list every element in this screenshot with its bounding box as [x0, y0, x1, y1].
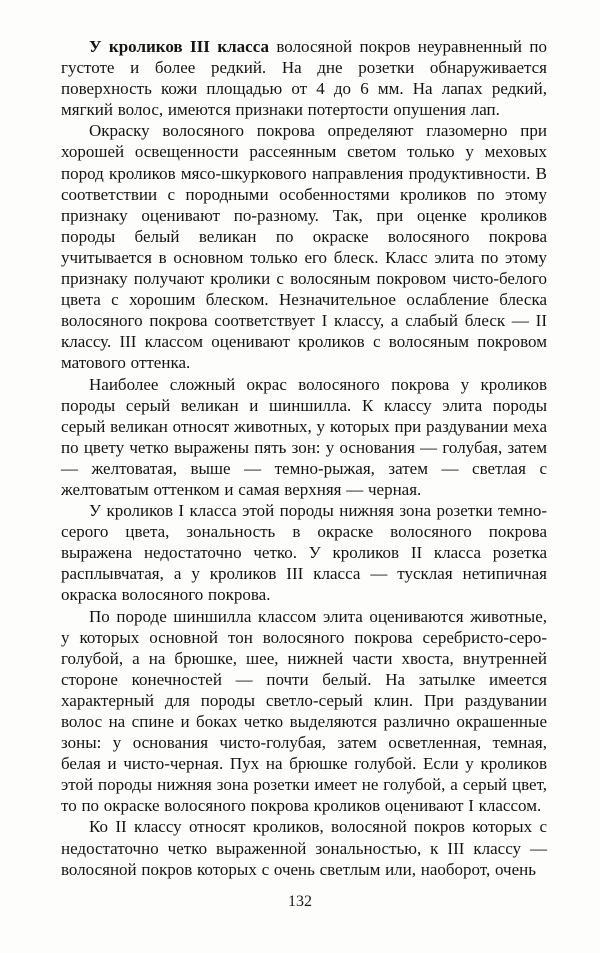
paragraph-2: Окраску волосяного покрова определяют глазомерно при хорошей освещенности рассеянным светом только у меховых пород кроликов мясо-шкуркового направления продуктивности. В соответствии с породными особенностями кроликов по этому признаку оценивают по-разному. Так, при оценке кроликов породы белый великан по окраске волосяного покрова учитывается в основном только его блеск. Класс элита по этому признаку получают кролики с волосяным покровом чисто-белого цвета с хорошим блеском. Незначительное ослабление блеска волосяного покрова соответствует I классу, а слабый блеск — II классу. III классом оценивают кроликов с волосяным покровом матового оттенка. [61, 121, 547, 373]
paragraph-1-text: волосяной покров неуравненный по густоте и более редкий. На дне розетки обнаруживается поверхность кожи площадью от 4 до 6 мм. На лапах редкий, мягкий волос, имеются признаки потертости опушения лап. [61, 37, 547, 120]
paragraph-1-bold-lead: У кроликов III класса [89, 37, 269, 56]
text-block [61, 36, 547, 880]
paragraph-3: Наиболее сложный окрас волосяного покрова у кроликов породы серый великан и шиншилла. К классу элита породы серый великан относят животных, у которых при раздувании меха по цвету четко выражены пять зон: у основания — голубая, затем — желтоватая, выше — темно-рыжая, затем — светлая с желтоватым оттенком и самая верхняя — черная. [61, 374, 547, 499]
paragraph-4: У кроликов I класса этой породы нижняя зона розетки темно-серого цвета, зональность в окраске волосяного покрова выражена недостаточно четко. У кроликов II класса розетка расплывчатая, а у кроликов III класса — тусклая нетипичная окраска волосяного покрова. [61, 501, 547, 605]
paragraph-1 [61, 36, 547, 120]
paragraph-5: По породе шиншилла классом элита оцениваются животные, у которых основной тон волосяного покрова серебристо-серо-голубой, а на брюшке, шее, нижней части хвоста, внутренней стороне конечностей — почти белый. На затылке имеется характерный для породы светло-серый клин. При раздувании волос на спине и боках четко выделяются различно окрашенные зоны: у основания чисто-голубая, затем осветленная, темная, белая и чисто-черная. Пух на брюшке голубой. Если у кроликов этой породы нижняя зона розетки имеет не голубой, а серый цвет, то по окраске волосяного покрова кроликов оценивают I классом. [61, 606, 547, 816]
page-number: 132 [288, 893, 312, 910]
paragraph-6: Ко II классу относят кроликов, волосяной покров которых с недостаточно четко выраженной зональностью, к III классу — волосяной покров которых с очень светлым или, наоборот, очень [61, 817, 547, 879]
